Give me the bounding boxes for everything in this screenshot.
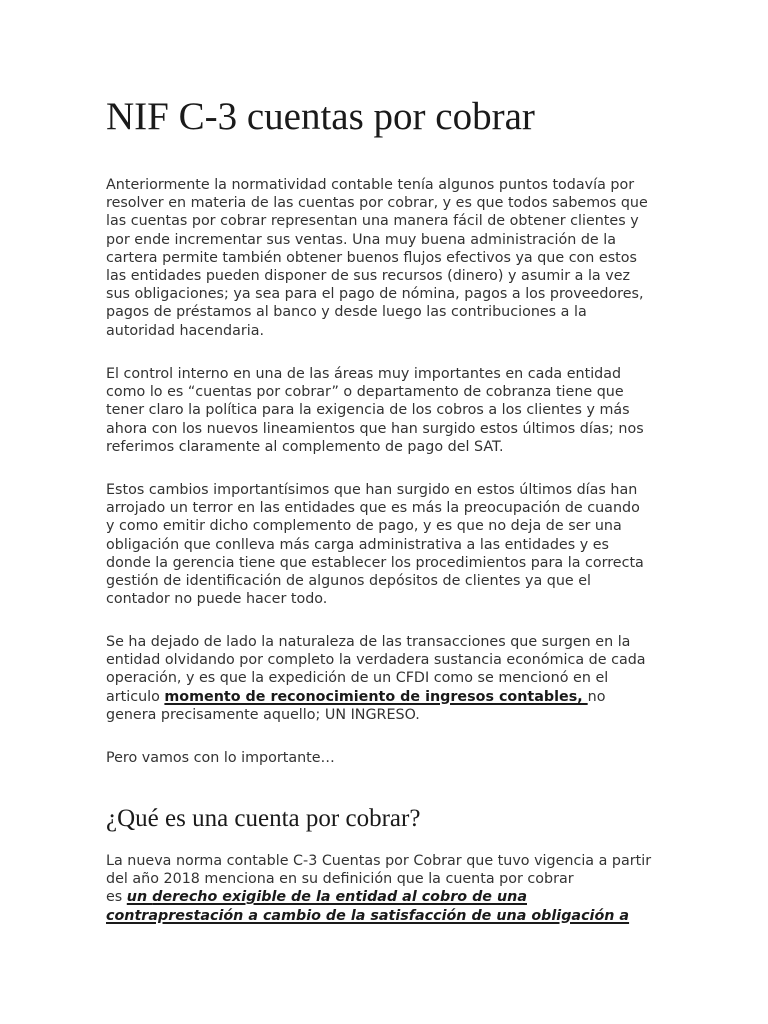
ingresos-contables-link[interactable]: momento de reconocimiento de ingresos contables, [164, 688, 588, 705]
text-line: La nueva norma contable C-3 Cuentas por Cobrar que tuvo vigencia a partir [106, 853, 652, 869]
text-line: contador no puede hacer todo. [106, 591, 328, 608]
text-line: resolver en materia de las cuentas por cobrar, y es que todos sabemos que [106, 195, 648, 212]
definition-paragraph [106, 852, 706, 925]
section-heading: ¿Qué es una cuenta por cobrar? [106, 805, 421, 832]
text-line: El control interno en una de las áreas muy importantes en cada entidad [106, 366, 622, 382]
paragraph-5 [106, 749, 706, 767]
text-fragment: articulo [106, 688, 165, 705]
text-line-with-link [106, 688, 706, 706]
text-line: tener claro la política para la exigencia de los cobros a los clientes y más [106, 402, 630, 419]
text-line: Se ha dejado de lado la naturaleza de las transacciones que surgen en la [106, 634, 631, 650]
text-line: gestión de identificación de algunos depósitos de clientes ya que el [106, 573, 591, 590]
text-line: Pero vamos con lo importante… [106, 750, 335, 766]
text-line: del año 2018 menciona en su definición que la cuenta por cobrar [106, 871, 574, 888]
text-line: genera precisamente aquello; UN INGRESO. [106, 706, 420, 723]
text-line: sus obligaciones; ya sea para el pago de nómina, pagos a los proveedores, [106, 286, 644, 303]
text-line: y como emitir dicho complemento de pago, y es que no deja de ser una [106, 518, 622, 535]
text-line: por ende incrementar sus ventas. Una muy buena administración de la [106, 231, 616, 248]
text-line: arrojado un terror en las entidades que es más la preocupación de cuando [106, 500, 640, 517]
text-line: referimos claramente al complemento de pago del SAT. [106, 438, 504, 455]
definition-link-part-3[interactable]: contraprestación a cambio de la satisfacción de una obligación a [106, 907, 630, 924]
text-line: donde la gerencia tiene que establecer los procedimientos para la correcta [106, 554, 644, 571]
text-line: como lo es “cuentas por cobrar” o departamento de cobranza tiene que [106, 384, 624, 401]
paragraph-3 [106, 481, 706, 608]
text-line: autoridad hacendaria. [106, 322, 265, 339]
text-line: Estos cambios importantísimos que han surgido en estos últimos días han [106, 482, 638, 498]
text-fragment: no [587, 688, 606, 705]
definition-link-part-1[interactable]: un [126, 889, 153, 906]
text-fragment: es [106, 889, 127, 906]
text-line: las entidades pueden disponer de sus recursos (dinero) y asumir a la vez [106, 268, 630, 285]
text-line: pagos de préstamos al banco y desde luego las contribuciones a la [106, 304, 587, 321]
paragraph-2 [106, 365, 706, 456]
page-title: NIF C-3 cuentas por cobrar [106, 95, 535, 138]
text-line: las cuentas por cobrar representan una manera fácil de obtener clientes y [106, 213, 639, 230]
text-line-with-link [106, 907, 706, 925]
paragraph-1 [106, 176, 706, 340]
text-line: ahora con los nuevos lineamientos que han surgido estos últimos días; nos [106, 420, 644, 437]
text-line: Anteriormente la normatividad contable tenía algunos puntos todavía por [106, 177, 635, 193]
text-line: obligación que conlleva más carga administrativa a las entidades y es [106, 536, 609, 553]
text-line-with-link [106, 888, 706, 906]
text-line: operación, y es que la expedición de un CFDI como se mencionó en el [106, 670, 609, 687]
text-line: entidad olvidando por completo la verdadera sustancia económica de cada [106, 652, 646, 669]
paragraph-4 [106, 633, 706, 724]
text-line: cartera permite también obtener buenos flujos efectivos ya que con estos [106, 249, 637, 266]
definition-link-part-2[interactable]: derecho exigible de la entidad al cobro de una [152, 889, 527, 906]
